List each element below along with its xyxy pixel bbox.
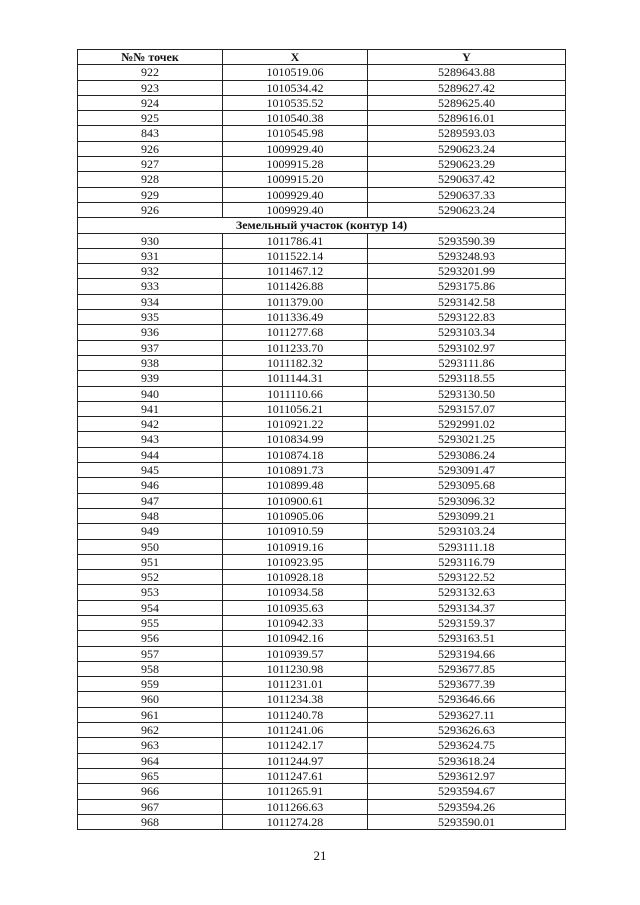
x-coordinate-cell: 1011231.01 (223, 677, 368, 692)
table-row (78, 524, 566, 539)
y-coordinate-cell: 5293130.50 (368, 386, 566, 401)
y-coordinate-cell: 5293627.11 (368, 707, 566, 722)
x-coordinate-cell: 1010939.57 (223, 646, 368, 661)
point-number-cell: 947 (78, 493, 223, 508)
point-number-cell: 946 (78, 478, 223, 493)
x-coordinate-cell: 1011056.21 (223, 401, 368, 416)
x-coordinate-cell: 1010905.06 (223, 508, 368, 523)
x-coordinate-cell: 1010942.16 (223, 631, 368, 646)
y-coordinate-cell: 5293677.39 (368, 677, 566, 692)
point-number-cell: 932 (78, 264, 223, 279)
y-coordinate-cell: 5293111.18 (368, 539, 566, 554)
y-coordinate-cell: 5293248.93 (368, 248, 566, 263)
x-coordinate-cell: 1009929.40 (223, 202, 368, 217)
table-row (78, 539, 566, 554)
table-row (78, 600, 566, 615)
y-coordinate-cell: 5293175.86 (368, 279, 566, 294)
table-row (78, 570, 566, 585)
table-row (78, 233, 566, 248)
table-row (78, 126, 566, 141)
table-row (78, 141, 566, 156)
x-coordinate-cell: 1010935.63 (223, 600, 368, 615)
table-row (78, 157, 566, 172)
x-coordinate-cell: 1010891.73 (223, 463, 368, 478)
x-coordinate-cell: 1009929.40 (223, 141, 368, 156)
point-number-cell: 967 (78, 799, 223, 814)
y-coordinate-cell: 5293102.97 (368, 340, 566, 355)
y-coordinate-cell: 5293132.63 (368, 585, 566, 600)
point-number-cell: 954 (78, 600, 223, 615)
point-number-cell: 966 (78, 784, 223, 799)
header-y: Y (368, 50, 566, 65)
y-coordinate-cell: 5293624.75 (368, 738, 566, 753)
y-coordinate-cell: 5293091.47 (368, 463, 566, 478)
y-coordinate-cell: 5290623.29 (368, 157, 566, 172)
x-coordinate-cell: 1010921.22 (223, 417, 368, 432)
table-row (78, 768, 566, 783)
point-number-cell: 942 (78, 417, 223, 432)
table-row (78, 187, 566, 202)
point-number-cell: 958 (78, 661, 223, 676)
x-coordinate-cell: 1009929.40 (223, 187, 368, 202)
x-coordinate-cell: 1011247.61 (223, 768, 368, 783)
table-row (78, 172, 566, 187)
x-coordinate-cell: 1010540.38 (223, 111, 368, 126)
point-number-cell: 964 (78, 753, 223, 768)
y-coordinate-cell: 5293118.55 (368, 371, 566, 386)
table-row (78, 493, 566, 508)
y-coordinate-cell: 5293122.83 (368, 310, 566, 325)
x-coordinate-cell: 1011522.14 (223, 248, 368, 263)
y-coordinate-cell: 5293194.66 (368, 646, 566, 661)
y-coordinate-cell: 5293122.52 (368, 570, 566, 585)
table-row (78, 401, 566, 416)
x-coordinate-cell: 1010910.59 (223, 524, 368, 539)
point-number-cell: 959 (78, 677, 223, 692)
table-row (78, 508, 566, 523)
point-number-cell: 924 (78, 95, 223, 110)
x-coordinate-cell: 1010519.06 (223, 65, 368, 80)
section-title: Земельный участок (контур 14) (78, 218, 566, 233)
x-coordinate-cell: 1010534.42 (223, 80, 368, 95)
x-coordinate-cell: 1011426.88 (223, 279, 368, 294)
y-coordinate-cell: 5289616.01 (368, 111, 566, 126)
point-number-cell: 965 (78, 768, 223, 783)
y-coordinate-cell: 5293111.86 (368, 355, 566, 370)
table-row (78, 248, 566, 263)
x-coordinate-cell: 1011467.12 (223, 264, 368, 279)
table-row (78, 478, 566, 493)
point-number-cell: 963 (78, 738, 223, 753)
y-coordinate-cell: 5293590.01 (368, 814, 566, 829)
table-row (78, 692, 566, 707)
y-coordinate-cell: 5293594.67 (368, 784, 566, 799)
table-row (78, 95, 566, 110)
table-header-row (78, 50, 566, 65)
y-coordinate-cell: 5293646.66 (368, 692, 566, 707)
y-coordinate-cell: 5293103.24 (368, 524, 566, 539)
point-number-cell: 941 (78, 401, 223, 416)
table-row (78, 677, 566, 692)
x-coordinate-cell: 1010942.33 (223, 615, 368, 630)
x-coordinate-cell: 1010928.18 (223, 570, 368, 585)
table-row (78, 615, 566, 630)
table-row (78, 80, 566, 95)
table-row (78, 799, 566, 814)
table-row (78, 661, 566, 676)
y-coordinate-cell: 5290623.24 (368, 202, 566, 217)
point-number-cell: 944 (78, 447, 223, 462)
y-coordinate-cell: 5289643.88 (368, 65, 566, 80)
y-coordinate-cell: 5293618.24 (368, 753, 566, 768)
point-number-cell: 950 (78, 539, 223, 554)
table-row (78, 447, 566, 462)
point-number-cell: 935 (78, 310, 223, 325)
y-coordinate-cell: 5293590.39 (368, 233, 566, 248)
point-number-cell: 937 (78, 340, 223, 355)
y-coordinate-cell: 5293157.07 (368, 401, 566, 416)
y-coordinate-cell: 5290623.24 (368, 141, 566, 156)
table-row (78, 355, 566, 370)
table-row (78, 723, 566, 738)
table-row (78, 111, 566, 126)
x-coordinate-cell: 1010899.48 (223, 478, 368, 493)
table-row (78, 65, 566, 80)
point-number-cell: 953 (78, 585, 223, 600)
table-row (78, 585, 566, 600)
point-number-cell: 927 (78, 157, 223, 172)
x-coordinate-cell: 1009915.20 (223, 172, 368, 187)
y-coordinate-cell: 5293021.25 (368, 432, 566, 447)
point-number-cell: 968 (78, 814, 223, 829)
x-coordinate-cell: 1011336.49 (223, 310, 368, 325)
point-number-cell: 962 (78, 723, 223, 738)
table-row (78, 386, 566, 401)
y-coordinate-cell: 5293134.37 (368, 600, 566, 615)
x-coordinate-cell: 1011240.78 (223, 707, 368, 722)
table-row (78, 432, 566, 447)
x-coordinate-cell: 1011266.63 (223, 799, 368, 814)
point-number-cell: 934 (78, 294, 223, 309)
table-row (78, 371, 566, 386)
table-row (78, 202, 566, 217)
x-coordinate-cell: 1011244.97 (223, 753, 368, 768)
y-coordinate-cell: 5289625.40 (368, 95, 566, 110)
table-row (78, 554, 566, 569)
header-x: X (223, 50, 368, 65)
point-number-cell: 928 (78, 172, 223, 187)
point-number-cell: 952 (78, 570, 223, 585)
table-row (78, 294, 566, 309)
y-coordinate-cell: 5293099.21 (368, 508, 566, 523)
y-coordinate-cell: 5293594.26 (368, 799, 566, 814)
point-number-cell: 938 (78, 355, 223, 370)
point-number-cell: 929 (78, 187, 223, 202)
table-row (78, 463, 566, 478)
point-number-cell: 922 (78, 65, 223, 80)
point-number-cell: 956 (78, 631, 223, 646)
y-coordinate-cell: 5289593.03 (368, 126, 566, 141)
y-coordinate-cell: 5293159.37 (368, 615, 566, 630)
point-number-cell: 945 (78, 463, 223, 478)
point-number-cell: 939 (78, 371, 223, 386)
x-coordinate-cell: 1010923.95 (223, 554, 368, 569)
table-row (78, 753, 566, 768)
x-coordinate-cell: 1011379.00 (223, 294, 368, 309)
point-number-cell: 930 (78, 233, 223, 248)
y-coordinate-cell: 5293677.85 (368, 661, 566, 676)
y-coordinate-cell: 5289627.42 (368, 80, 566, 95)
x-coordinate-cell: 1011110.66 (223, 386, 368, 401)
y-coordinate-cell: 5293142.58 (368, 294, 566, 309)
x-coordinate-cell: 1010919.16 (223, 539, 368, 554)
x-coordinate-cell: 1011233.70 (223, 340, 368, 355)
x-coordinate-cell: 1011241.06 (223, 723, 368, 738)
x-coordinate-cell: 1010545.98 (223, 126, 368, 141)
table-row (78, 340, 566, 355)
y-coordinate-cell: 5293086.24 (368, 447, 566, 462)
x-coordinate-cell: 1011182.32 (223, 355, 368, 370)
table-row (78, 784, 566, 799)
y-coordinate-cell: 5293095.68 (368, 478, 566, 493)
y-coordinate-cell: 5293103.34 (368, 325, 566, 340)
coordinates-table (77, 49, 566, 830)
point-number-cell: 925 (78, 111, 223, 126)
table-row (78, 707, 566, 722)
y-coordinate-cell: 5292991.02 (368, 417, 566, 432)
table-row (78, 310, 566, 325)
point-number-cell: 940 (78, 386, 223, 401)
point-number-cell: 955 (78, 615, 223, 630)
point-number-cell: 949 (78, 524, 223, 539)
table-row (78, 814, 566, 829)
x-coordinate-cell: 1011242.17 (223, 738, 368, 753)
x-coordinate-cell: 1011230.98 (223, 661, 368, 676)
x-coordinate-cell: 1010934.58 (223, 585, 368, 600)
x-coordinate-cell: 1010874.18 (223, 447, 368, 462)
point-number-cell: 926 (78, 141, 223, 156)
table-row (78, 417, 566, 432)
x-coordinate-cell: 1011274.28 (223, 814, 368, 829)
page-number: 21 (313, 848, 327, 863)
y-coordinate-cell: 5293096.32 (368, 493, 566, 508)
table-row (78, 325, 566, 340)
y-coordinate-cell: 5290637.42 (368, 172, 566, 187)
x-coordinate-cell: 1011786.41 (223, 233, 368, 248)
point-number-cell: 931 (78, 248, 223, 263)
point-number-cell: 843 (78, 126, 223, 141)
x-coordinate-cell: 1011234.38 (223, 692, 368, 707)
section-header-row (78, 218, 566, 233)
table-row (78, 279, 566, 294)
point-number-cell: 951 (78, 554, 223, 569)
point-number-cell: 936 (78, 325, 223, 340)
x-coordinate-cell: 1010834.99 (223, 432, 368, 447)
x-coordinate-cell: 1011144.31 (223, 371, 368, 386)
point-number-cell: 948 (78, 508, 223, 523)
point-number-cell: 961 (78, 707, 223, 722)
table-row (78, 738, 566, 753)
table-row (78, 631, 566, 646)
y-coordinate-cell: 5293116.79 (368, 554, 566, 569)
x-coordinate-cell: 1010535.52 (223, 95, 368, 110)
point-number-cell: 957 (78, 646, 223, 661)
x-coordinate-cell: 1010900.61 (223, 493, 368, 508)
y-coordinate-cell: 5293163.51 (368, 631, 566, 646)
point-number-cell: 943 (78, 432, 223, 447)
y-coordinate-cell: 5293201.99 (368, 264, 566, 279)
x-coordinate-cell: 1009915.28 (223, 157, 368, 172)
point-number-cell: 933 (78, 279, 223, 294)
point-number-cell: 926 (78, 202, 223, 217)
point-number-cell: 923 (78, 80, 223, 95)
header-point-number: №№ точек (78, 50, 223, 65)
point-number-cell: 960 (78, 692, 223, 707)
y-coordinate-cell: 5290637.33 (368, 187, 566, 202)
table-row (78, 264, 566, 279)
table-body (78, 65, 566, 830)
x-coordinate-cell: 1011265.91 (223, 784, 368, 799)
y-coordinate-cell: 5293612.97 (368, 768, 566, 783)
y-coordinate-cell: 5293626.63 (368, 723, 566, 738)
x-coordinate-cell: 1011277.68 (223, 325, 368, 340)
table-row (78, 646, 566, 661)
